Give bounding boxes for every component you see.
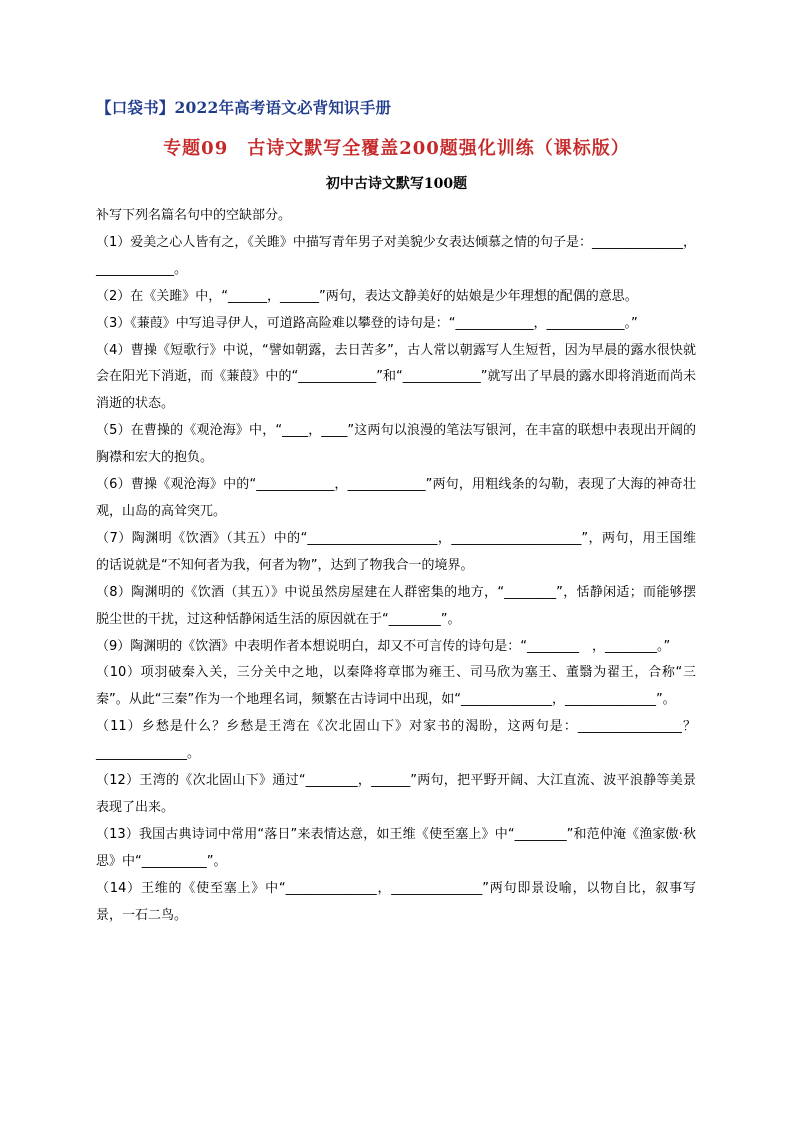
- topic-title: 专题09 古诗文默写全覆盖200题强化训练（课标版）: [163, 138, 630, 159]
- question-item: （12）王湾的《次北固山下》通过“________，______”两句，把平野开阔、大江直流、波平浪静等美景表现了出来。: [96, 773, 696, 815]
- question-item: （9）陶渊明的《饮酒》中表明作者本想说明白，却又不可言传的诗句是：“________ ，________。”: [96, 638, 671, 654]
- question-item: （6）曹操《观沧海》中的“____________，____________”两句，用粗线条的勾勒，表现了大海的神奇壮观，山岛的高耸突兀。: [96, 477, 696, 519]
- question-item: （13）我国古典诗词中常用“落日”来表情达意，如王维《使至塞上》中“________”和范仲淹《渔家傲·秋思》中“__________”。: [96, 826, 696, 869]
- question-item: （14）王维的《使至塞上》中“______________，______________”两句即景设喻，以物自比，叙事写景，一石二鸟。: [96, 880, 696, 923]
- question-item: （8）陶渊明的《饮酒（其五）》中说虽然房屋建在人群密集的地方，“________”，恬静闲适；而能够摆脱尘世的干扰，过这种恬静闲适生活的原因就在于“________”。: [96, 584, 696, 627]
- question-item: （11）乡愁是什么？乡愁是王湾在《次北固山下》对家书的渴盼，这两句是：________________？______________。: [96, 719, 696, 762]
- book-header: 【口袋书】2022年高考语文必背知识手册: [96, 98, 392, 117]
- section-subtitle: 初中古诗文默写100题: [325, 176, 468, 192]
- question-item: （5）在曹操的《观沧海》中，“____，____”这两句以浪漫的笔法写银河，在丰富的联想中表现出开阔的胸襟和宏大的抱负。: [96, 423, 696, 466]
- question-body: [96, 203, 696, 929]
- question-item: （10）项羽破秦入关，三分关中之地，以秦降将章邯为雍王、司马欣为塞王、董翳为翟王，合称“三秦”。从此“三秦”作为一个地理名词，频繁在古诗词中出现，如“______________，______________”。: [96, 665, 696, 708]
- question-item: （7）陶渊明《饮酒》（其五）中的“____________________，____________________”，两句，用王国维的话说就是“不知何者为我，何者为物”，达到了物我合一的境界。: [96, 530, 696, 573]
- question-item: （1）爱美之心人皆有之，《关雎》中描写青年男子对美貌少女表达倾慕之情的句子是：______________，____________。: [96, 234, 696, 277]
- question-item: （3）《蒹葭》中写追寻伊人，可道路高险难以攀登的诗句是：“____________，____________。”: [96, 315, 638, 331]
- instructions: 补写下列名篇名句中的空缺部分。: [96, 208, 292, 223]
- question-item: （2）在《关雎》中，“______，______”两句，表达文静美好的姑娘是少年理想的配偶的意思。: [96, 288, 638, 304]
- question-item: （4）曹操《短歌行》中说，“譬如朝露，去日苦多”，古人常以朝露写人生短哲，因为早晨的露水很快就会在阳光下消逝，而《蒹葭》中的“____________”和“____________”就写出了早晨的露水即将消逝而尚未消逝的状态。: [96, 342, 696, 412]
